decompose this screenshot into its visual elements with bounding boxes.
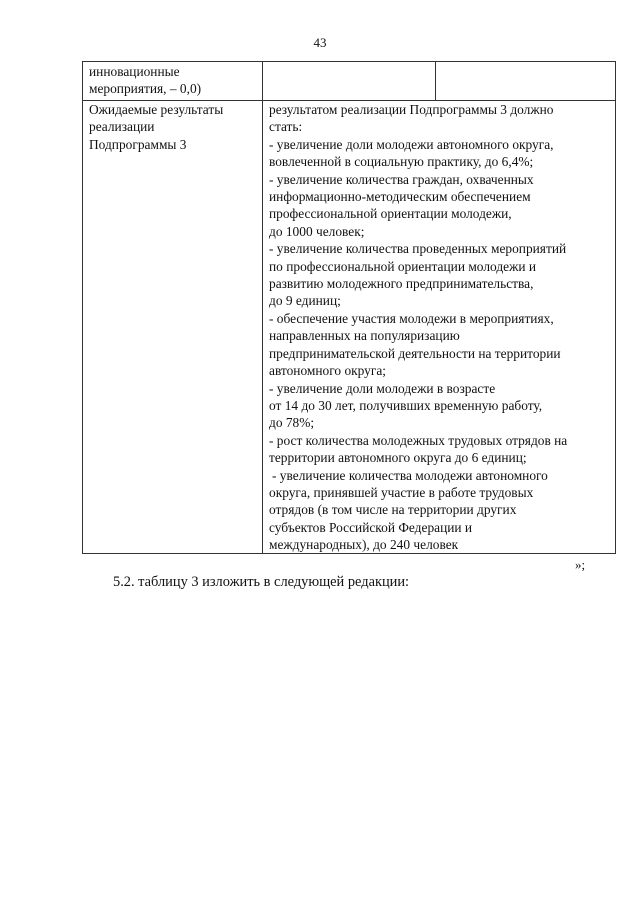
text-line: результатом реализации Подпрограммы 3 должно [269,102,554,117]
expected-results-label-cell [83,101,263,553]
text-line: стать: [269,119,303,135]
table-cell-top-right [436,62,615,101]
text-line: автономного округа; [269,363,387,379]
table-cell-top-left [83,62,263,101]
expected-results-content-cell [263,101,615,553]
text-line: реализации [89,119,155,135]
text-line: - увеличение количества проведенных мероприятий [269,241,567,257]
text-line: Ожидаемые результаты [89,102,224,117]
text-line: информационно-методическим обеспечением [269,189,531,205]
text-line: мероприятия, – 0,0) [89,81,202,97]
text-line: отрядов (в том числе на территории других [269,502,517,518]
text-line: - обеспечение участия молодежи в мероприятиях, [269,310,554,326]
text-line: от 14 до 30 лет, получивших временную работу, [269,397,543,413]
text-line: округа, принявшей участие в работе трудовых [269,484,534,500]
text-line: территории автономного округа до 6 единиц; [269,450,527,466]
text-line: до 1000 человек; [269,223,365,239]
table-cell-top-middle [263,62,436,101]
text-line: развитию молодежного предпринимательства, [269,276,534,292]
text-line: - увеличение количества граждан, охваченных [269,171,534,187]
text-line: - увеличение доли молодежи в возрасте [269,380,496,396]
closing-quote: »; [575,557,586,572]
text-line: субъектов Российской Федерации и [269,519,473,535]
text-line: предпринимательской деятельности на территории [269,345,561,361]
text-line: по профессиональной ориентации молодежи и [269,258,537,274]
page-number: 43 [313,35,327,50]
text-line: до 9 единиц; [269,293,341,309]
text-line: вовлеченной в социальную практику, до 6,4%; [269,154,534,170]
amendment-paragraph: 5.2. таблицу 3 изложить в следующей редакции: [113,574,410,590]
text-line: до 78%; [269,415,315,431]
text-line: - рост количества молодежных трудовых отрядов на [269,432,568,448]
subprogram-table [82,61,616,554]
text-line: - увеличение количества молодежи автономного [272,467,548,483]
text-line: - увеличение доли молодежи автономного округа, [269,136,554,152]
text-line: Подпрограммы 3 [89,136,187,152]
text-line: инновационные [89,64,180,79]
text-line: профессиональной ориентации молодежи, [269,206,512,222]
text-line: международных), до 240 человек [269,537,459,553]
text-line: направленных на популяризацию [269,328,460,344]
